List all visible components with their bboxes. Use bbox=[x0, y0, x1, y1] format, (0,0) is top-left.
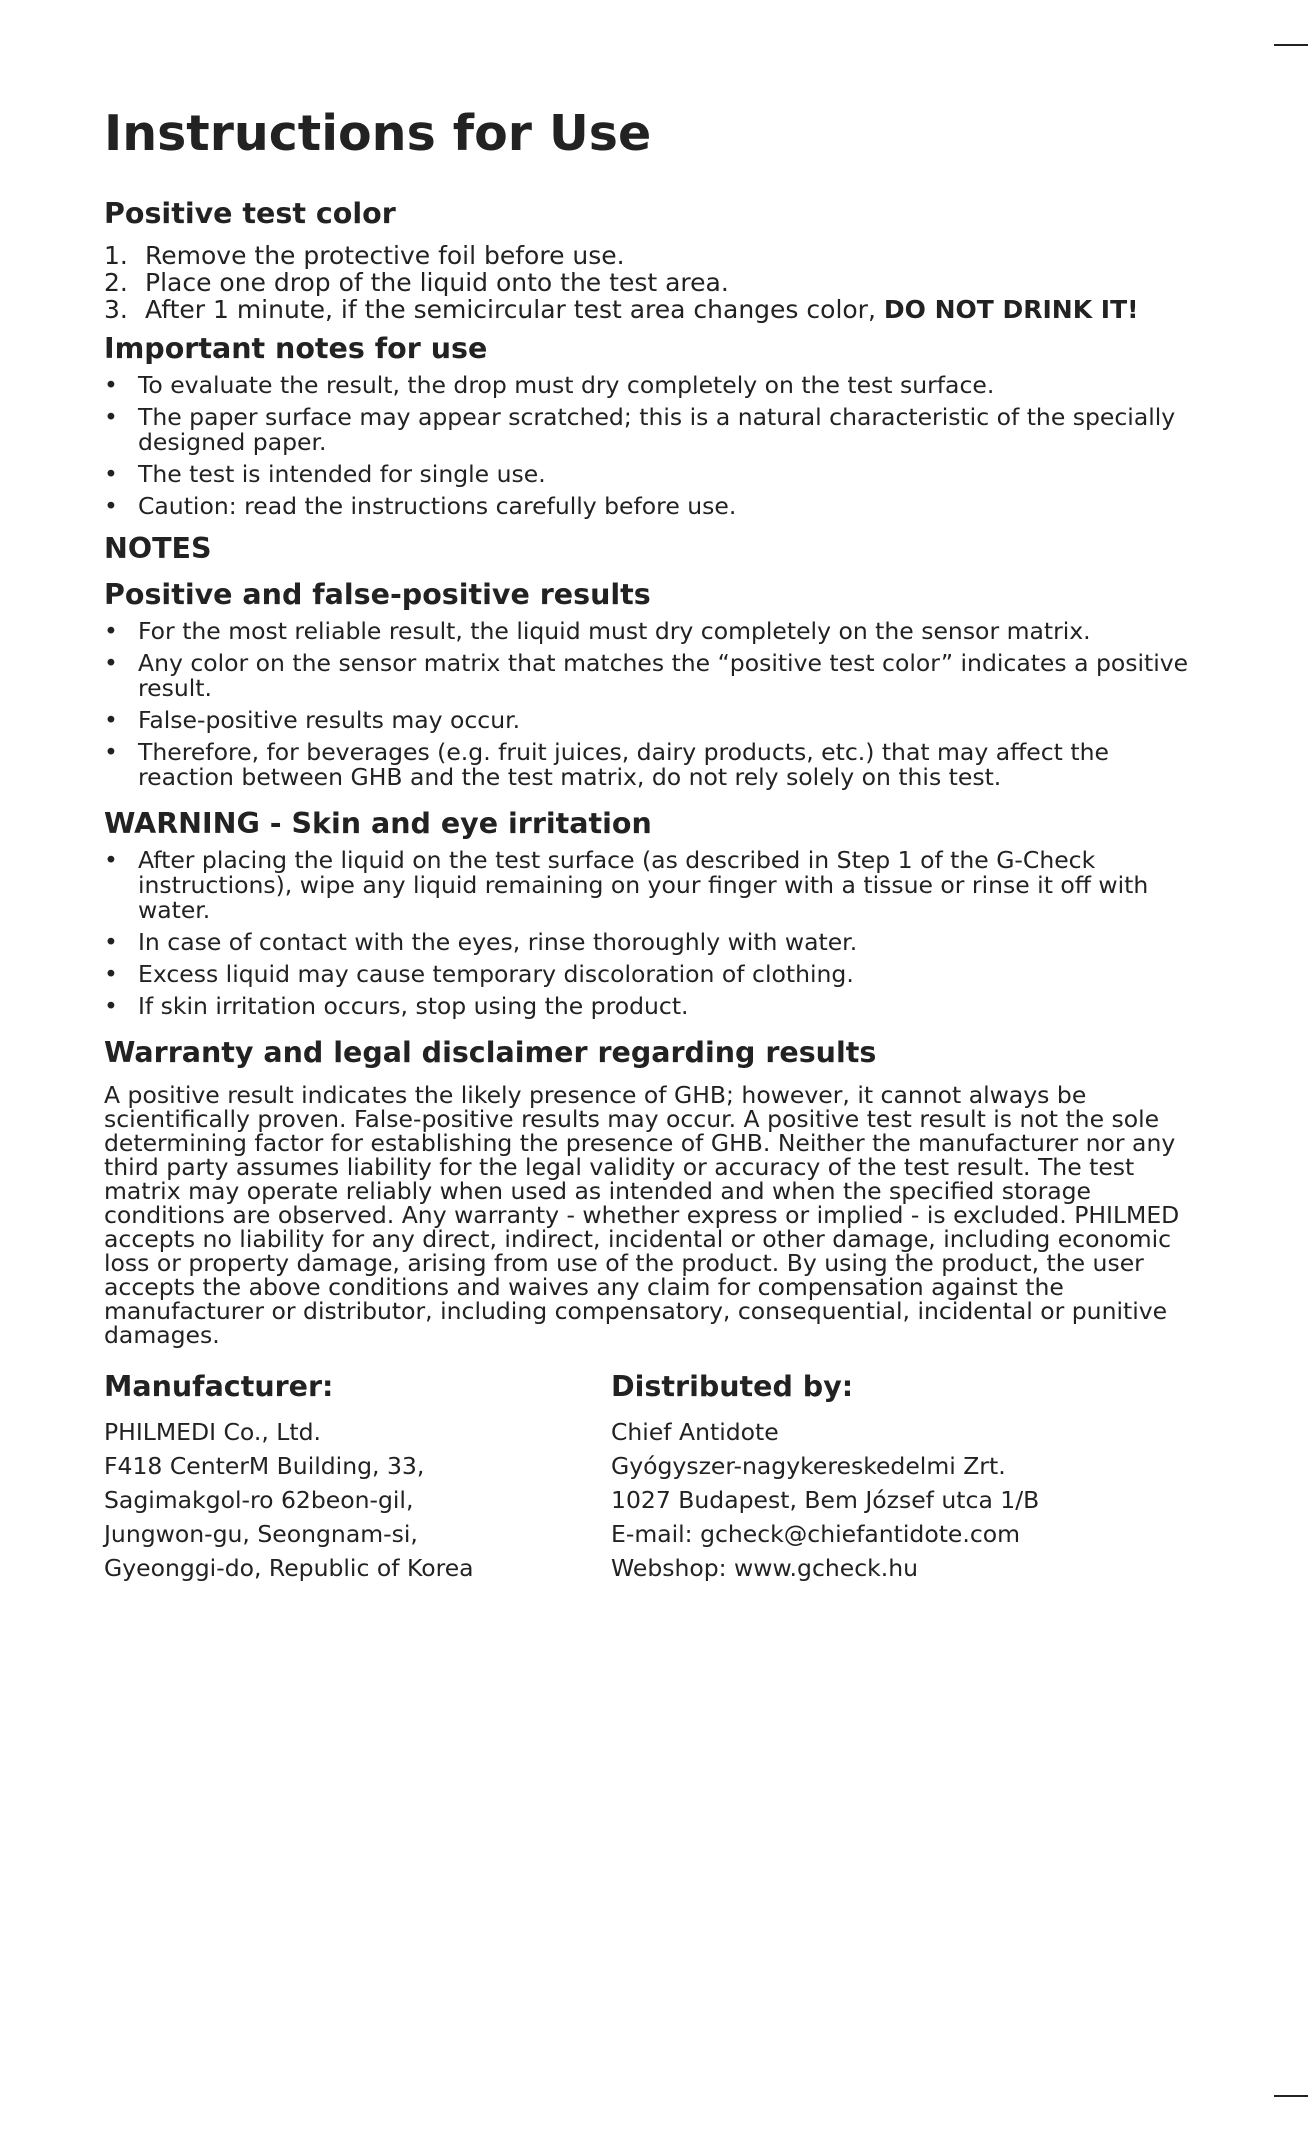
warranty-heading: Warranty and legal disclaimer regarding results bbox=[104, 1036, 877, 1069]
email-line: E-mail: gcheck@chiefantidote.com bbox=[611, 1520, 1021, 1548]
manufacturer-block bbox=[104, 1369, 611, 1585]
address-line: Gyógyszer-nagykereskedelmi Zrt. bbox=[611, 1452, 1006, 1480]
bullet: • bbox=[104, 992, 118, 1020]
list-item: • Caution: read the instructions carefully before use. bbox=[104, 492, 737, 520]
bullet: • bbox=[104, 960, 118, 988]
positive-test-color-heading: Positive test color bbox=[104, 197, 396, 230]
list-item: • For the most reliable result, the liquid must dry completely on the sensor matrix. bbox=[104, 617, 1091, 645]
usage-steps-list bbox=[104, 242, 1212, 323]
warning-heading: WARNING - Skin and eye irritation bbox=[104, 807, 652, 840]
false-positive-heading: Positive and false-positive results bbox=[104, 578, 651, 611]
crop-mark-top bbox=[1274, 44, 1308, 46]
warranty-text: A positive result indicates the likely presence of GHB; however, it cannot always be scientifically proven. False-positive results may occur. A positive test result is not the sole determining factor for establishing the presence of GHB. Neither the manufacturer nor any third party assumes liability for the legal validity or accuracy of the test result. The test matrix may operate reliably when used as intended and when the specified storage conditions are observed. Any warranty - whether express or implied - is excluded. PHILMED accepts no liability for any direct, indirect, incidental or other damage, including economic loss or property damage, arising from use of the product. By using the product, the user accepts the above conditions and waives any claim for compensation against the manufacturer or distributor, including compensatory, consequential, incidental or punitive damages. bbox=[104, 1081, 1180, 1349]
address-line: 1027 Budapest, Bem József utca 1/B bbox=[611, 1486, 1040, 1514]
warning-list bbox=[104, 848, 1212, 1019]
step-item: 3. After 1 minute, if the semicircular test area changes color, DO NOT DRINK IT! bbox=[104, 295, 1139, 324]
webshop-line: Webshop: www.gcheck.hu bbox=[611, 1554, 919, 1582]
list-item: • Excess liquid may cause temporary discoloration of clothing. bbox=[104, 960, 854, 988]
do-not-drink-warning: DO NOT DRINK IT! bbox=[883, 295, 1139, 324]
address-line: PHILMEDI Co., Ltd. bbox=[104, 1418, 321, 1446]
address-line: Sagimakgol-ro 62beon-gil, bbox=[104, 1486, 414, 1514]
list-item: • To evaluate the result, the drop must dry completely on the test surface. bbox=[104, 371, 995, 399]
list-item: • The paper surface may appear scratched; this is a natural characteristic of the specially designed paper. bbox=[104, 403, 1176, 456]
manufacturer-heading: Manufacturer: bbox=[104, 1370, 334, 1403]
list-item: • In case of contact with the eyes, rinse thoroughly with water. bbox=[104, 928, 858, 956]
bullet: • bbox=[104, 738, 118, 766]
address-line: Chief Antidote bbox=[611, 1418, 779, 1446]
distributor-heading: Distributed by: bbox=[611, 1370, 854, 1403]
page-title: Instructions for Use bbox=[104, 105, 652, 162]
list-item: • If skin irritation occurs, stop using the product. bbox=[104, 992, 689, 1020]
bullet: • bbox=[104, 371, 118, 399]
false-positive-list bbox=[104, 619, 1212, 790]
bullet: • bbox=[104, 846, 118, 874]
bullet: • bbox=[104, 706, 118, 734]
list-item: • Any color on the sensor matrix that matches the “positive test color” indicates a positive result. bbox=[104, 649, 1189, 702]
important-notes-list bbox=[104, 373, 1212, 519]
notes-heading: NOTES bbox=[104, 532, 212, 565]
bullet: • bbox=[104, 617, 118, 645]
contact-section bbox=[104, 1369, 1212, 1585]
list-item: • After placing the liquid on the test surface (as described in Step 1 of the G-Check instructions), wipe any liquid remaining on your finger with a tissue or rinse it off with water. bbox=[104, 846, 1149, 924]
step-item: 2. Place one drop of the liquid onto the test area. bbox=[104, 268, 729, 297]
bullet: • bbox=[104, 403, 118, 431]
important-notes-heading: Important notes for use bbox=[104, 332, 488, 365]
address-line: Gyeonggi-do, Republic of Korea bbox=[104, 1554, 474, 1582]
address-line: Jungwon-gu, Seongnam-si, bbox=[104, 1520, 418, 1548]
document-page bbox=[104, 104, 1212, 1585]
crop-mark-bottom bbox=[1274, 2095, 1308, 2097]
bullet: • bbox=[104, 492, 118, 520]
bullet: • bbox=[104, 460, 118, 488]
bullet: • bbox=[104, 928, 118, 956]
distributor-block bbox=[611, 1369, 1118, 1585]
list-item: • False-positive results may occur. bbox=[104, 706, 521, 734]
step-item: 1. Remove the protective foil before use. bbox=[104, 241, 625, 270]
bullet: • bbox=[104, 649, 118, 677]
list-item: • The test is intended for single use. bbox=[104, 460, 546, 488]
address-line: F418 CenterM Building, 33, bbox=[104, 1452, 425, 1480]
list-item: • Therefore, for beverages (e.g. fruit juices, dairy products, etc.) that may affect the reaction between GHB and the test matrix, do not rely solely on this test. bbox=[104, 738, 1109, 791]
